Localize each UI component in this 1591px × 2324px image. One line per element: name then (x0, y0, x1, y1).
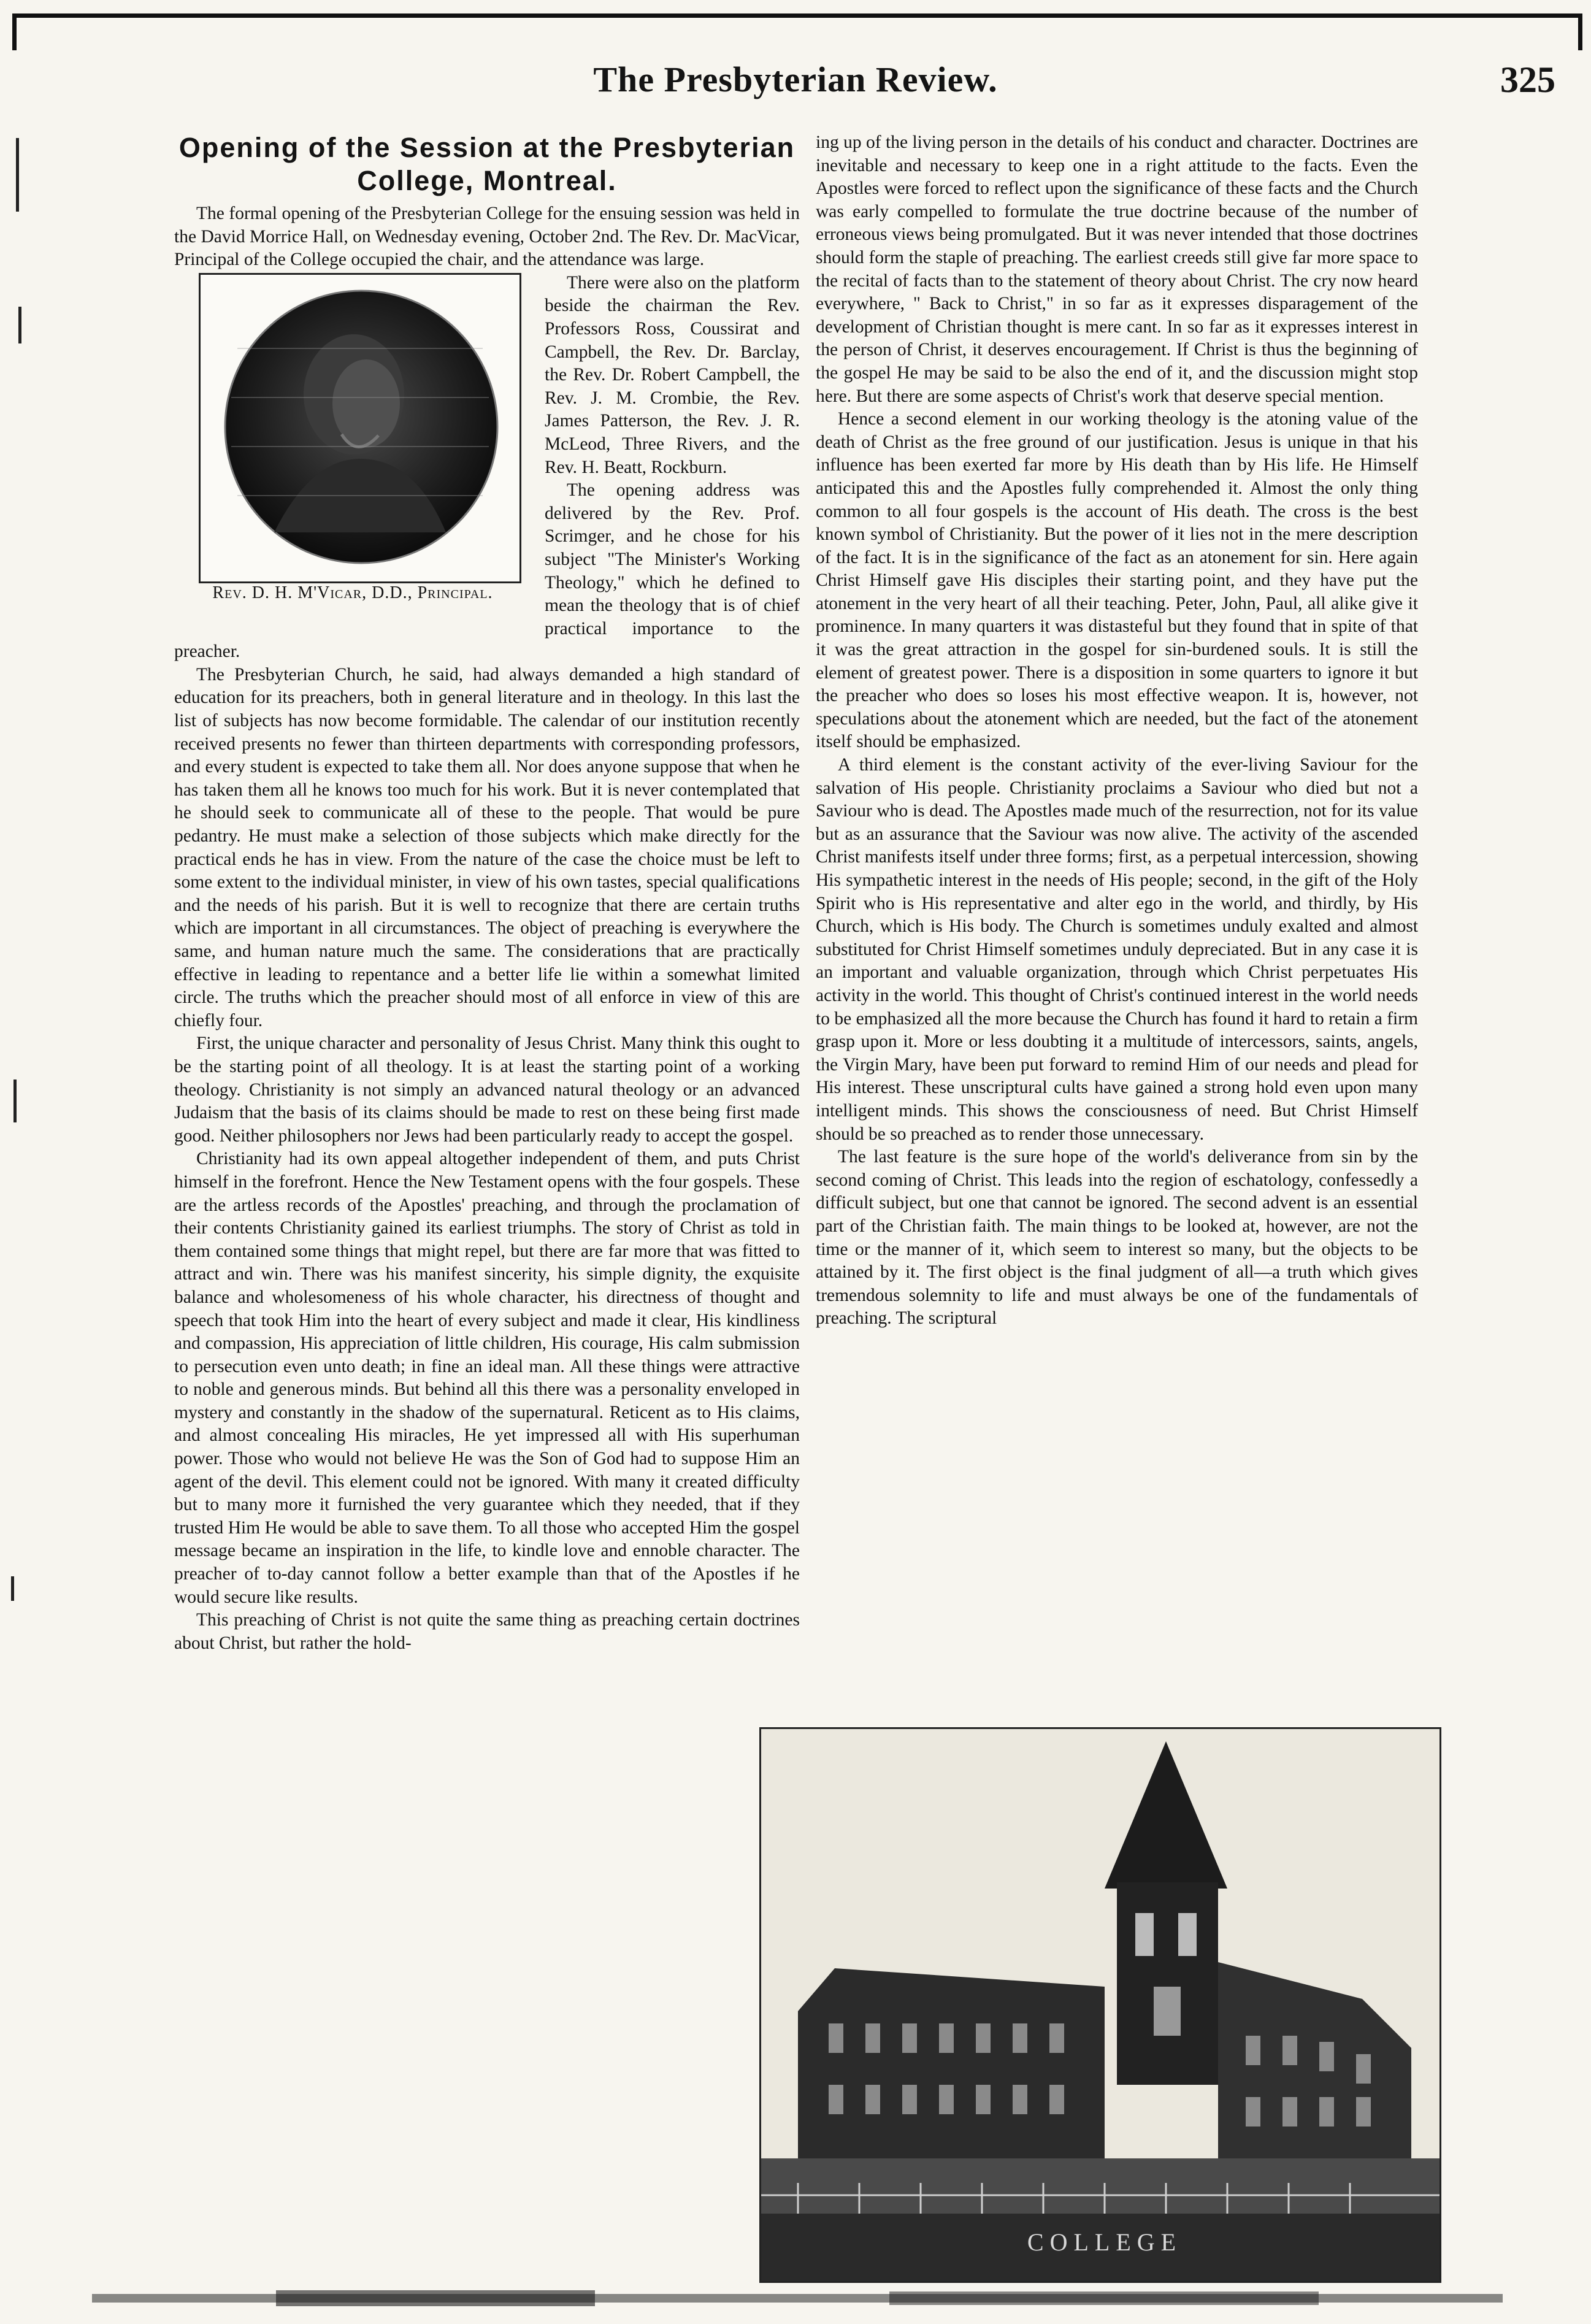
paragraph-intro (174, 202, 800, 272)
paragraph-platform: There were also on the platform beside the chairman the Rev. Professors Ross, Coussirat and Campbell, the Rev. Dr. Barclay, the Rev. Dr. Robert Campbell, the Rev. J. M. Crombie, the Rev. James Patterson, the Rev. J. R. McLeod, Three Rivers, and the Rev. H. Beatt, Rockburn. (545, 272, 800, 477)
paragraph-intro-text: The formal opening of the Presbyterian College for the ensuing session was held in the David Morrice Hall, on Wednesday evening, October 2nd. The Rev. Dr. MacVicar, Principal of the College occupied the chair, and the attendance was large. (174, 204, 800, 270)
paragraph-first-element: First, the unique character and personality of Jesus Christ. Many think this ought to be the starting point of all theology. It is at least the starting point of a working theology. Christianity is not simply an advanced natural theology or an advanced Judaism that the basis of its claims should be made to rest on these being first made good. Neither philosophers nor Jews had been particularly ready to accept the gospel. (174, 1034, 800, 1146)
portrait-engraving (201, 275, 519, 581)
article-title: Opening of the Session at the Presbyterian College, Montreal. (178, 132, 796, 196)
paragraph-christianity-appeal: Christianity had its own appeal altogether independent of them, and puts Christ himself in the forefront. Hence the New Testament opens with the four gospels. These are the artless records of the Apostles' preaching, and through the proclamation of their contents Christianity gained its earliest triumphs. The story of Christ as told in them contained some things that might repel, but there are far more that was fitted to attract and win. There was his manifest sincerity, his simple dignity, the exquisite balance and wholesomeness of his whole character, his directness of thought and speech that took Him into the heart of every subject and made it clear, His kindliness and compassion, His appreciation of little children, His courage, His calm submission to persecution even unto death; in fine an ideal man. All these things were attractive to noble and generous minds. But behind all this there was a personality enveloped in mystery and constantly in the shadow of the supernatural. Reticent as to His claims, and almost concealing His miracles, He yet impressed all with His superhuman power. Those who would not believe He was the Son of God had to suppose Him an agent of the devil. This element could not be ignored. With many it created difficulty but to many more it furnished the very guarantee which they needed, that if they trusted Him He would be able to save them. To all those who accepted Him the gospel message became an inspiration in the life, to kindle love and ennoble character. The preacher of to-day cannot follow a better example than that of the Apostles if he would secure like results. (174, 1149, 800, 1607)
left-column (174, 131, 800, 1655)
college-photograph (759, 1727, 1441, 2283)
scan-edge-artifact (92, 2288, 1503, 2309)
paragraph-continuation: ing up of the living person in the details of his conduct and character. Doctrines are inevitable and necessary to keep one in a right attitude to the facts. Even the Apostles were forced to reflect upon the significance of these facts and the Church was early compelled to formulate the true doctrine because of the number of erroneous views being promulgated. But it was never intended that those doctrines should form the staple of preaching. The earliest creeds still give far more space to the recital of facts than to the statement of theory about Christ. The cry now heard everywhere, " Back to Christ," in so far as it expresses disparagement of the development of Christian thought is mere cant. In so far as it expresses interest in the person of Christ, it deserves encouragement. If Christ is thus the beginning of the gospel He may be said to be also the end of it, and the discussion might stop here. But there are some aspects of Christ's work that deserve special mention. (816, 132, 1418, 406)
paragraph-last-feature: The last feature is the sure hope of the world's deliverance from sin by the second coming of Christ. This leads into the region of eschatology, confessedly a difficult subject, but one that cannot be ignored. The second advent is an essential part of the Christian faith. The main things to be looked at, however, are not the time or the manner of it, which seem to interest so many, but the objects to be attained by it. The first object is the final judgment of all—a truth which gives tremendous solemnity to life and must always be one of the fundamentals of preaching. The scriptural (816, 1147, 1418, 1329)
photo-caption: COLLEGE (1027, 2228, 1183, 2256)
college-building-illustration (761, 1729, 1440, 2281)
right-corner-rule (1578, 13, 1582, 50)
paragraph-second-element: Hence a second element in our working theology is the atoning value of the death of Christ as the free ground of our justification. Jesus is unique in that his influence has been exerted far more by His death than by His life. He Himself anticipated this and the Apostles fully comprehended it. Almost the only thing common to all four gospels is the account of His death. The cross is the best known symbol of Christianity. But the power of it lies not in the mere description of the fact. It is in the significance of the fact as an atonement for sin. Here again Christ Himself gave His disciples their starting point, and they have put the atonement in the very heart of all their teaching. Peter, John, Paul, all alike give it prominence. In many quarters it was distasteful but they found that in spite of that it was the great attraction in the gospel for sin-burdened souls. It is still the element of greatest power. There is a disposition in some quarters to ignore it but the preacher who does so loses his most effective weapon. It is, however, not speculations about the atonement which are needed, but the fact of the atonement itself should be emphasized. (816, 409, 1418, 752)
paragraph-third-element: A third element is the constant activity of the ever-living Saviour for the salvation of His people. Christianity proclaims a Saviour who died but not a Saviour who is dead. The Apostles made much of the resurrection, not for its value but as an assurance that the Saviour was now alive. The activity of the ascended Christ manifests itself under three forms; first, as a perpetual intercession, showing His sympathetic interest in the needs of His people; second, in the gift of the Holy Spirit who is His representative and alter ego in the world, and thirdly, by His Church, which is His body. The Church is sometimes unduly exalted and almost substituted for Christ Himself sometimes unduly depreciated. But in any case it is an important and valuable organization, through which Christ perpetuates His activity in the world. This thought of Christ's continued interest in the world needs to be emphasized all the more because the Church has found it hard to retain a firm grasp upon it. More or less doubting it a multitude of intercessors, saints, angels, the Virgin Mary, have been put forward to remind Him of our needs and plead for His interest. These unscriptural cults have gained a strong hold even upon many intelligent minds. This shows the consciousness of need. But Christ Himself should be so preached as to render those unnecessary. (816, 755, 1418, 1144)
paragraph-address: The opening address was delivered by the Rev. Prof. Scrimger, and he chose for his subject "The Minister's Working Theology," which he defined to mean the theology that is of chief practical importance to the preacher. (174, 480, 800, 662)
left-corner-rule (12, 13, 17, 50)
portrait-frame (199, 273, 521, 583)
page-number: 325 (1500, 59, 1555, 100)
right-column (816, 131, 1418, 1330)
paragraph-preaching-christ: This preaching of Christ is not quite the same thing as preaching certain doctrines about Christ, but rather the hold- (174, 1610, 800, 1653)
running-header-title: The Presbyterian Review. (593, 59, 998, 99)
portrait-caption: Rev. D. H. M'Vicar, D.D., Principal. (212, 583, 493, 602)
portrait-figure (174, 272, 531, 621)
paragraph-standard: The Presbyterian Church, he said, had always demanded a high standard of education for its preachers, both in general literature and in theology. In this last the list of subjects has now become formidable. The calendar of our institution recently received presents no fewer than thirteen departments with corresponding professors, and every student is expected to take them all. Nor does anyone suppose that when he has taken them all he knows too much for his work. But it is never contemplated that he should seek to communicate all of these to the people. That would be pure pedantry. He must make a selection of those subjects which make directly for the practical ends he has in view. From the nature of the case the choice must be left to some extent to the individual minister, in view of his own tastes, special qualifications and the needs of his parish. But it is well to recognize that there are certain truths which are important in all circumstances. The object of preaching is everywhere the same, and human nature much the same. The considerations that are practically effective in leading to repentance and a better life lie within a somewhat limited circle. The truths which the preacher should most of all enforce in view of this are chiefly four. (174, 664, 800, 1030)
top-border-rule (12, 13, 1582, 18)
